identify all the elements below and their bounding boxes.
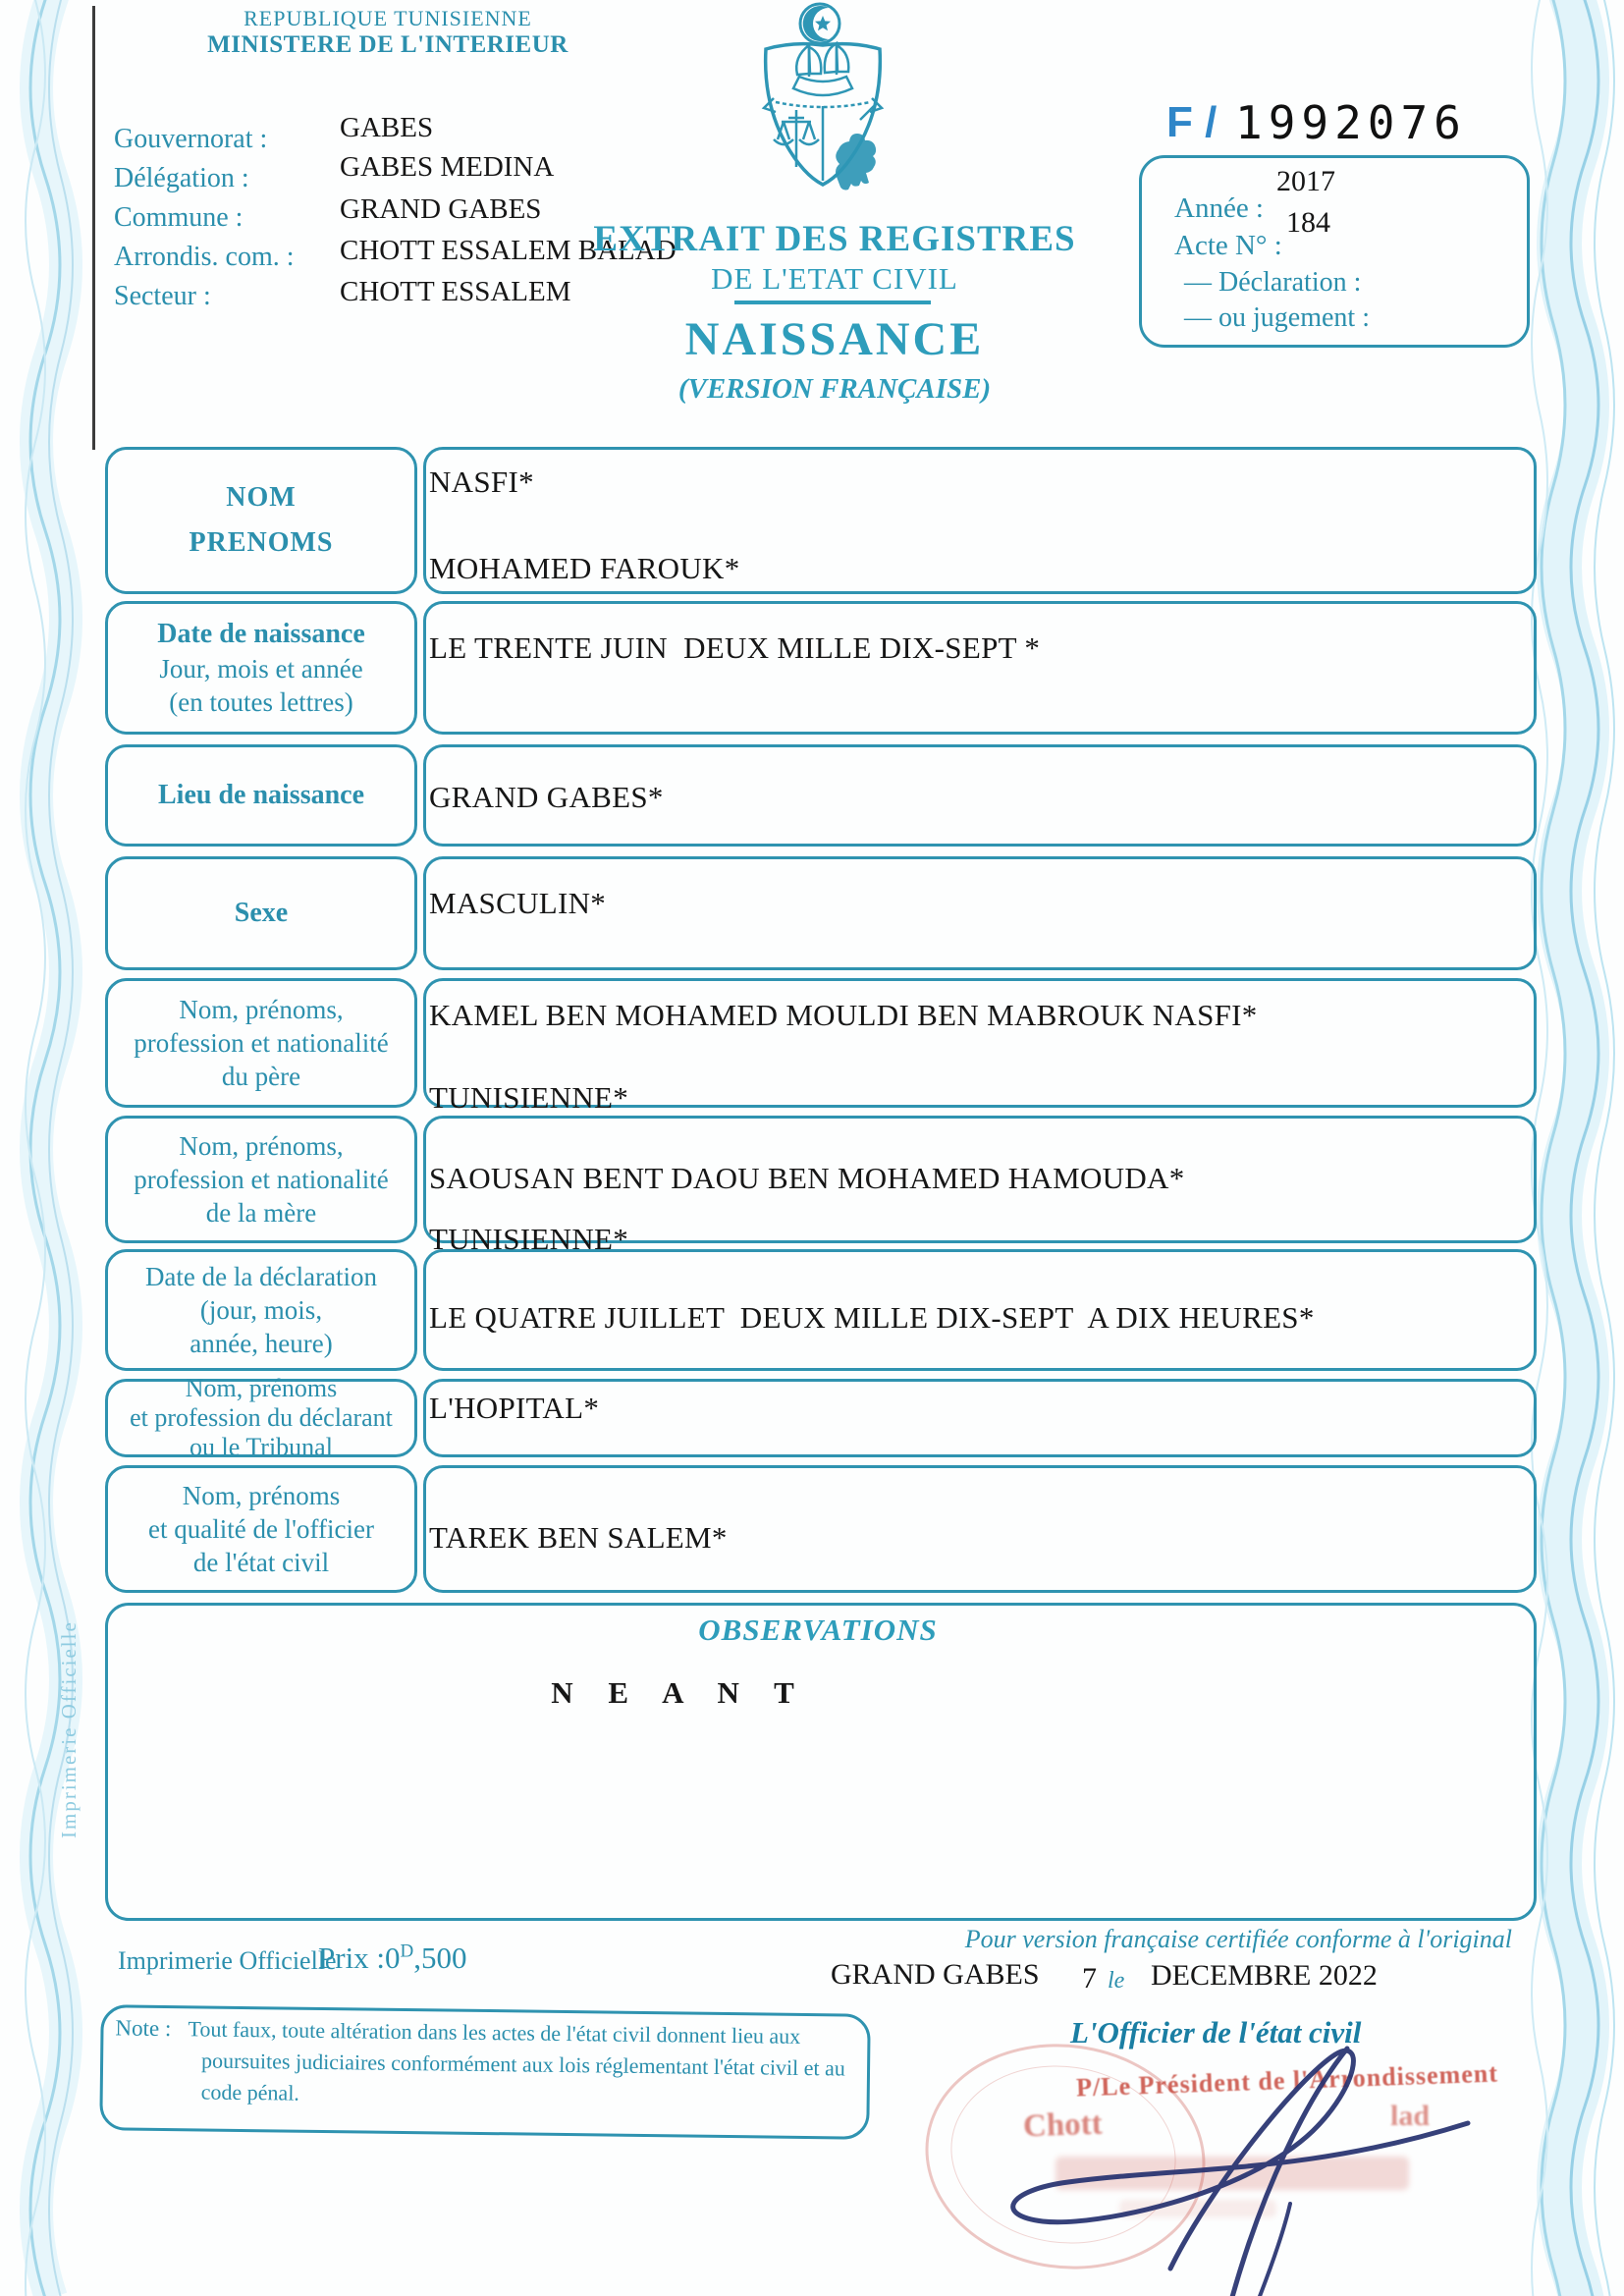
admin-value: GABES MEDINA <box>340 151 555 183</box>
field-row-officier <box>0 1465 1624 1593</box>
field-label-box <box>105 601 417 735</box>
date-le-label: le <box>1108 1968 1125 1994</box>
admin-label: Secteur : <box>114 281 211 311</box>
act-year-label: Année : <box>1174 192 1264 224</box>
observations-title: OBSERVATIONS <box>698 1613 938 1647</box>
field-label-line: de la mère <box>205 1198 317 1228</box>
field-label-line: PRENOMS <box>189 527 334 558</box>
act-year-value: 2017 <box>1276 165 1335 197</box>
field-label-box <box>105 447 417 594</box>
field-value: SAOUSAN BENT DAOU BEN MOHAMED HAMOUDA* <box>429 1161 1185 1195</box>
tunisia-coat-of-arms-icon <box>758 2 888 206</box>
date-day: 7 <box>1082 1962 1097 1995</box>
title-line-1: EXTRAIT DES REGISTRES <box>593 219 1076 259</box>
field-label-box <box>105 744 417 847</box>
field-label-line: et qualité de l'officier <box>147 1514 374 1544</box>
republic-title: REPUBLIQUE TUNISIENNE <box>244 6 532 30</box>
field-label-line: Sexe <box>234 898 289 928</box>
field-row-mere <box>0 1116 1624 1256</box>
place-name: GRAND GABES <box>831 1958 1040 1991</box>
field-value: TUNISIENNE* <box>429 1222 629 1256</box>
field-label-line: (en toutes lettres) <box>169 687 353 717</box>
field-label-line: profession et nationalité <box>134 1028 389 1058</box>
field-value-box <box>423 601 1537 735</box>
field-label-line: NOM <box>226 482 297 513</box>
field-row-nom-prenoms <box>0 447 1624 594</box>
price-prefix: Prix :0 <box>318 1941 401 1975</box>
officer-title: L'Officier de l'état civil <box>1070 2015 1362 2050</box>
field-value: L'HOPITAL* <box>429 1391 600 1425</box>
field-label-box <box>105 978 417 1108</box>
field-row-date-declaration <box>0 1249 1624 1371</box>
field-value: MOHAMED FAROUK* <box>429 551 740 585</box>
field-label-line: Nom, prénoms, <box>179 995 344 1024</box>
admin-value: GRAND GABES <box>340 193 542 225</box>
imprimerie-label: Imprimerie Officielle <box>118 1946 337 1975</box>
field-label-line: du père <box>221 1062 301 1091</box>
admin-value: CHOTT ESSALEM BALAD <box>340 235 677 266</box>
admin-label: Délégation : <box>114 163 249 193</box>
field-label-line: et profession du déclarant <box>130 1403 393 1432</box>
field-value: LE QUATRE JUILLET DEUX MILLE DIX-SEPT A DIX HEURES* <box>429 1300 1315 1335</box>
title-naissance: NAISSANCE <box>684 313 985 365</box>
field-value: MASCULIN* <box>429 886 607 920</box>
ministry-title: MINISTERE DE L'INTERIEUR <box>207 31 568 58</box>
title-underline <box>734 301 931 304</box>
note-box <box>99 2004 871 2140</box>
field-label-box <box>105 1465 417 1593</box>
field-value: KAMEL BEN MOHAMED MOULDI BEN MABROUK NASFI* <box>429 998 1258 1032</box>
field-label-line: profession et nationalité <box>134 1165 389 1194</box>
field-value: TUNISIENNE* <box>429 1080 629 1115</box>
reference-prefix: F / <box>1166 98 1218 146</box>
admin-label: Commune : <box>114 202 244 233</box>
admin-label: Gouvernorat : <box>114 124 268 154</box>
admin-value: CHOTT ESSALEM <box>340 276 571 307</box>
stamp-line-2: Chott <box>1022 2105 1104 2145</box>
field-row-date-naissance <box>0 601 1624 735</box>
field-row-declarant <box>0 1374 1624 1461</box>
header-block <box>167 6 609 59</box>
stamp-line-1: P/Le Président de l'Arrondissement <box>1075 2058 1499 2103</box>
act-number-value: 184 <box>1286 206 1330 239</box>
field-row-lieu-naissance <box>0 744 1624 847</box>
price-sup: D <box>400 1941 414 1962</box>
admin-value: GABES <box>340 112 434 143</box>
field-label-box <box>105 1116 417 1243</box>
field-label-line: (jour, mois, <box>199 1295 323 1325</box>
observations-box <box>105 1603 1537 1921</box>
field-label-box <box>105 1249 417 1371</box>
act-number-label: Acte N° : <box>1174 230 1282 261</box>
price-suffix: ,500 <box>413 1941 467 1975</box>
title-line-2: DE L'ETAT CIVIL <box>711 261 958 296</box>
field-value: GRAND GABES* <box>429 780 664 814</box>
field-label-line: Date de la déclaration <box>144 1262 378 1291</box>
field-label-line: Nom, prénoms <box>182 1481 341 1510</box>
field-label-line: année, heure) <box>189 1329 333 1358</box>
title-version: (VERSION FRANÇAISE) <box>677 373 992 405</box>
field-label-line: Nom, prénoms <box>185 1374 338 1402</box>
side-printer-text: Imprimerie Officielle <box>57 1620 81 1838</box>
note-line: Tout faux, toute altération dans les actes de l'état civil donnent lieu aux <box>188 2016 801 2049</box>
observations-value: N E A N T <box>551 1675 808 1710</box>
date-month-year: DECEMBRE 2022 <box>1151 1959 1378 1992</box>
stamp-fragment: lad <box>1390 2100 1431 2132</box>
act-jugement-label: — ou jugement : <box>1184 302 1370 333</box>
field-label-line: Lieu de naissance <box>157 780 365 810</box>
note-line: code pénal. <box>200 2079 300 2105</box>
price-label <box>318 1941 467 1976</box>
field-label-box <box>105 1374 417 1461</box>
reference-digits: 1992076 <box>1235 96 1467 149</box>
field-row-pere <box>0 978 1624 1115</box>
field-label-line: de l'état civil <box>192 1548 330 1577</box>
field-label-box <box>105 856 417 970</box>
margin-line <box>92 6 95 450</box>
field-label-line: Date de naissance <box>157 619 365 649</box>
field-label-line: ou le Tribunal <box>189 1433 333 1461</box>
note-label: Note : <box>115 2015 172 2042</box>
field-row-sexe <box>0 856 1624 970</box>
officer-signature <box>962 2021 1532 2296</box>
field-value: LE TRENTE JUIN DEUX MILLE DIX-SEPT * <box>429 630 1041 665</box>
field-label-line: Jour, mois et année <box>159 654 363 683</box>
field-value: TAREK BEN SALEM* <box>429 1520 728 1555</box>
certification-line: Pour version française certifiée conforme à l'original <box>964 1925 1512 1953</box>
field-value: NASFI* <box>429 465 534 499</box>
act-declaration-label: — Déclaration : <box>1184 267 1362 298</box>
note-line: poursuites judiciaires conformément aux lois réglementant l'état civil et au <box>200 2048 846 2081</box>
admin-label: Arrondis. com. : <box>114 242 295 272</box>
field-label-line: Nom, prénoms, <box>179 1131 344 1161</box>
